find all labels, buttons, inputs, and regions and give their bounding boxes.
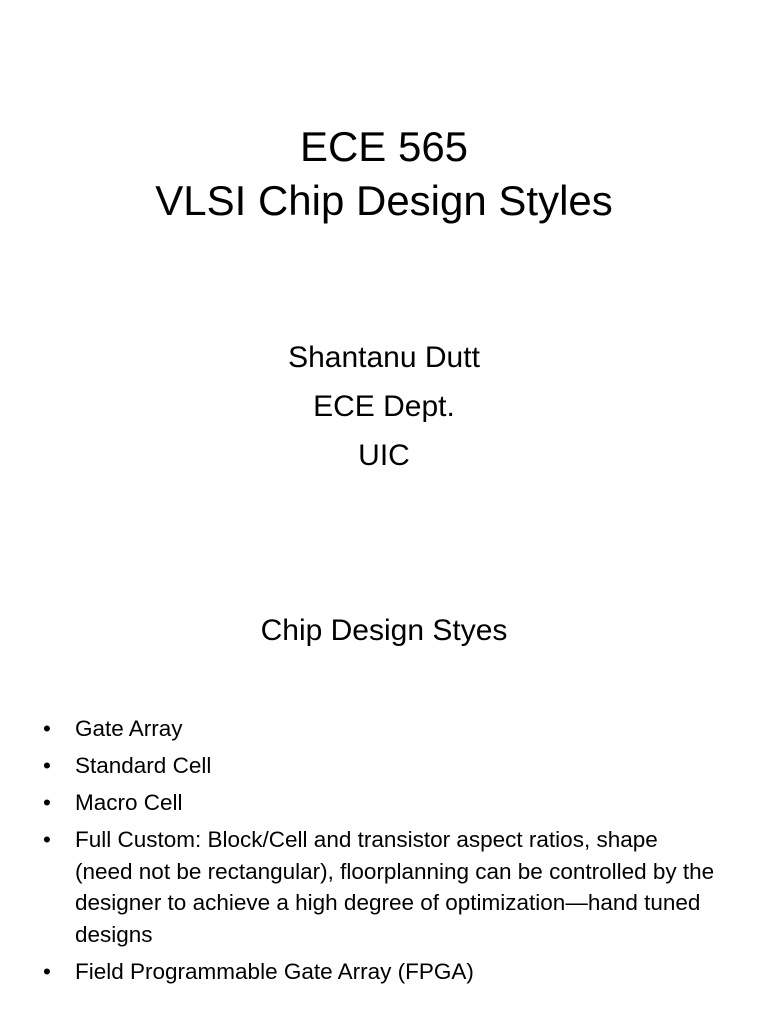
section-heading: Chip Design Styes — [260, 614, 508, 647]
institution: UIC — [358, 439, 410, 472]
author-block — [0, 333, 768, 480]
list-item — [40, 750, 720, 782]
author-name: Shantanu Dutt — [288, 341, 480, 374]
bullet-list — [40, 713, 720, 993]
list-item-text: Field Programmable Gate Array (FPGA) — [75, 958, 474, 984]
list-item — [40, 824, 720, 950]
list-item — [40, 787, 720, 819]
list-item-text: Standard Cell — [75, 753, 212, 778]
bullet-icon: • — [43, 753, 51, 778]
bullet-icon: • — [43, 716, 51, 741]
list-item-text: Gate Array — [75, 716, 183, 741]
bullet-icon: • — [43, 790, 51, 815]
slide-title — [0, 120, 768, 228]
department: ECE Dept. — [313, 390, 455, 423]
list-item-text: Macro Cell — [75, 790, 183, 815]
bullet-icon: • — [43, 827, 51, 852]
list-item-text: Full Custom: Block/Cell and transistor aspect ratios, shape (need not be rectangular), floorplanning can be controlled by the designer to achieve a high degree of optimization—hand tuned designs — [75, 827, 715, 947]
bullet-icon: • — [43, 958, 51, 984]
list-item — [40, 956, 720, 988]
course-code: ECE 565 — [299, 123, 469, 170]
list-item — [40, 713, 720, 745]
course-title: VLSI Chip Design Styles — [155, 177, 613, 224]
